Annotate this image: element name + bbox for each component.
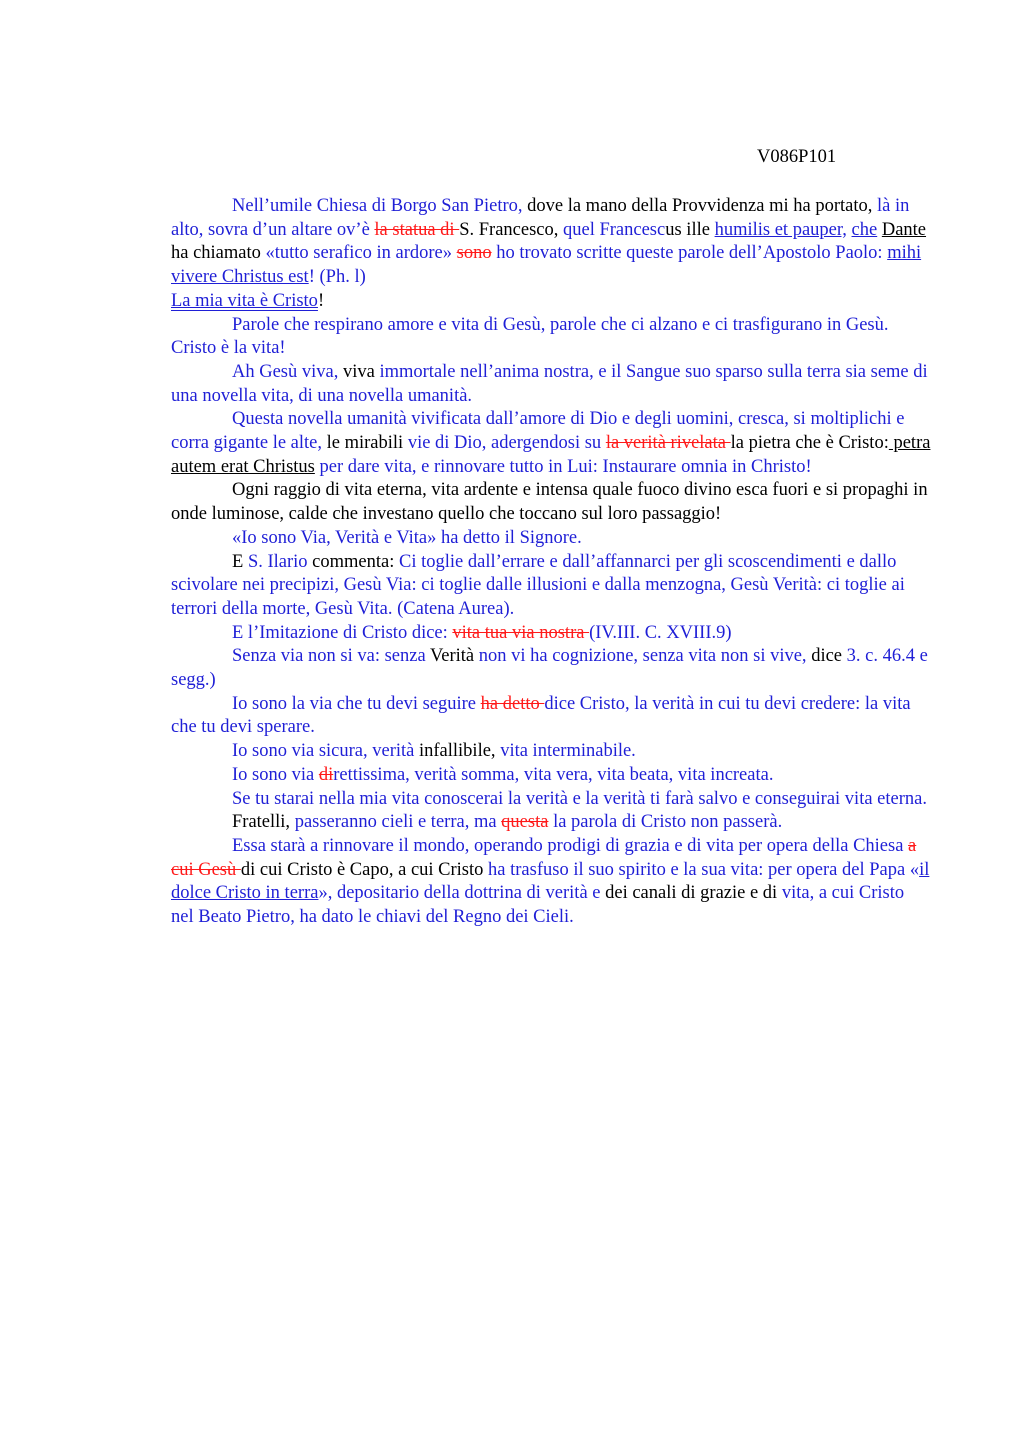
text-span: E [232,551,248,572]
paragraph [171,408,931,479]
underlined-text: che [851,219,878,240]
highlighted-text: Nell’umile Chiesa di Borgo San Pietro, [232,196,523,216]
paragraph [171,551,931,622]
highlighted-text: immortale nell’anima nostra, e il Sangue suo sparso sulla terra sia seme di una novella vita, di una novella umanità. [171,361,928,406]
deleted-text: di [318,764,334,785]
text-span: dove la mano della Provvidenza mi ha portato, [522,196,877,216]
highlighted-text: passeranno cieli e terra, ma [294,812,502,833]
text-span: dice [811,646,847,667]
highlighted-text: Io sono la via che tu devi seguire [232,693,481,714]
paragraph [171,645,931,692]
paragraph [171,693,931,740]
deleted-text: sono [456,243,492,264]
highlighted-text: là in alto, sovra d’un altare ov’è [171,196,910,240]
page-code: V086P101 [757,147,837,167]
text-span: ha chiamato [171,243,266,264]
text-span: dei canali di grazie e di [605,883,782,904]
highlighted-text: per dare vita, e rinnovare tutto in Lui: Instaurare omnia in Christo! [314,456,812,477]
highlighted-text: vie di Dio, adergendosi su [407,433,606,454]
text-span: commenta: [312,551,399,572]
highlighted-text: Questa novella umanità vivificata dall’amore di Dio e degli uomini, cresca, si moltiplichi e corra gigante le alte, [171,409,905,454]
paragraph [171,527,931,551]
text-span: us ille [665,219,715,240]
underlined-text: humilis et pauper, [714,219,847,240]
highlighted-text: rettissima, verità somma, vita vera, vita beata, vita increata. [333,764,774,785]
text-span: Ogni raggio di vita eterna, vita ardente e intensa quale fuoco divino esca fuori e si propaghi in onde luminose, calde che investano quello che toccano sul loro passaggio! [171,480,928,525]
text-span: Verità [429,646,479,667]
highlighted-text: Parole che respirano amore e vita di Gesù, parole che ci alzano e ci trasfigurano in Gesù. Cristo è la vita! [171,314,889,359]
underlined-text: petra autem erat Christus [171,433,931,477]
highlighted-text: ho trovato scritte queste parole dell’Apostolo Paolo: [491,243,888,264]
highlighted-text: (IV.III. C. XVIII.9) [589,622,732,643]
paragraph [171,314,931,361]
document-body [171,195,931,930]
highlighted-text: «Io sono Via, Verità e Vita» ha detto il Signore. [232,527,582,548]
underlined-text: La mia vita è Cristo [171,290,318,311]
underlined-text: Dante [881,219,927,240]
highlighted-text: vita, a cui Cristo nel Beato Pietro, ha dato le chiavi del Regno dei Cieli. [171,883,905,928]
deleted-text: la statua di [374,219,460,240]
underlined-text: mihi vivere Christus est [171,243,922,288]
highlighted-text: Io sono via sicura, verità [232,741,419,762]
text-span: Fratelli, [232,812,295,833]
paragraph [171,835,931,930]
paragraph [171,290,931,314]
deleted-text: vita tua via nostra [452,622,590,643]
paragraph [171,622,931,646]
highlighted-text: «tutto serafico in ardore» [265,243,457,264]
highlighted-text: Essa starà a rinnovare il mondo, operando prodigi di grazia e di vita per opera della Chiesa [232,835,909,856]
text-span: S. Francesco, [459,219,563,240]
highlighted-text: quel Francesc [563,219,666,240]
highlighted-text: dice Cristo, la verità in cui tu devi credere: la vita che tu devi sperare. [171,693,911,738]
highlighted-text: E l’Imitazione di Cristo dice: [232,622,453,643]
highlighted-text: ha trasfuso il suo spirito e la sua vita: per opera del Papa « [488,859,920,880]
deleted-text: ha detto [480,693,545,714]
paragraph [171,811,931,835]
paragraph [171,479,931,526]
underlined-text: il dolce Cristo in terra [171,859,930,904]
highlighted-text: non vi ha cognizione, senza vita non si vive, [478,646,812,667]
deleted-text: la verità rivelata [605,433,731,454]
highlighted-text: Se tu starai nella mia vita conoscerai la verità e la verità ti farà salvo e conseguirai vita eterna. [232,788,927,809]
paragraph [171,764,931,788]
text-span: viva [342,361,380,382]
highlighted-text: », depositario della dottrina di verità e [318,883,606,904]
highlighted-text: vita interminabile. [500,741,636,762]
highlighted-text: Io sono via [232,764,319,785]
deleted-text: questa [501,812,549,833]
text-span: le mirabili [326,433,408,454]
deleted-text: a cui Gesù [171,835,917,880]
highlighted-text: Ah Gesù viva, [232,361,343,382]
highlighted-text: S. Ilario [247,551,313,572]
highlighted-text: Ci toglie dall’errare e dall’affannarci per gli scoscendimenti e dallo scivolare nei precipizi, Gesù Via: ci toglie dalle illusioni e dalla menzogna, Gesù Verità: ci toglie ai terrori della morte, Gesù Vita. (Catena Aurea). [171,551,905,619]
text-span: la pietra che è Cristo: [730,433,889,454]
paragraph [171,361,931,408]
highlighted-text: la parola di Cristo non passerà. [548,812,783,833]
highlighted-text: ! (Ph. l) [308,267,366,288]
highlighted-text: Senza via non si va: senza [232,646,430,667]
text-span: infallibile, [419,741,501,762]
paragraph [171,740,931,764]
text-span: di cui Cristo è Capo, a cui Cristo [240,859,489,880]
highlighted-text: 3. c. 46.4 e segg.) [171,646,928,691]
text-span: ! [317,290,325,311]
paragraph [171,788,931,812]
paragraph [171,195,931,290]
